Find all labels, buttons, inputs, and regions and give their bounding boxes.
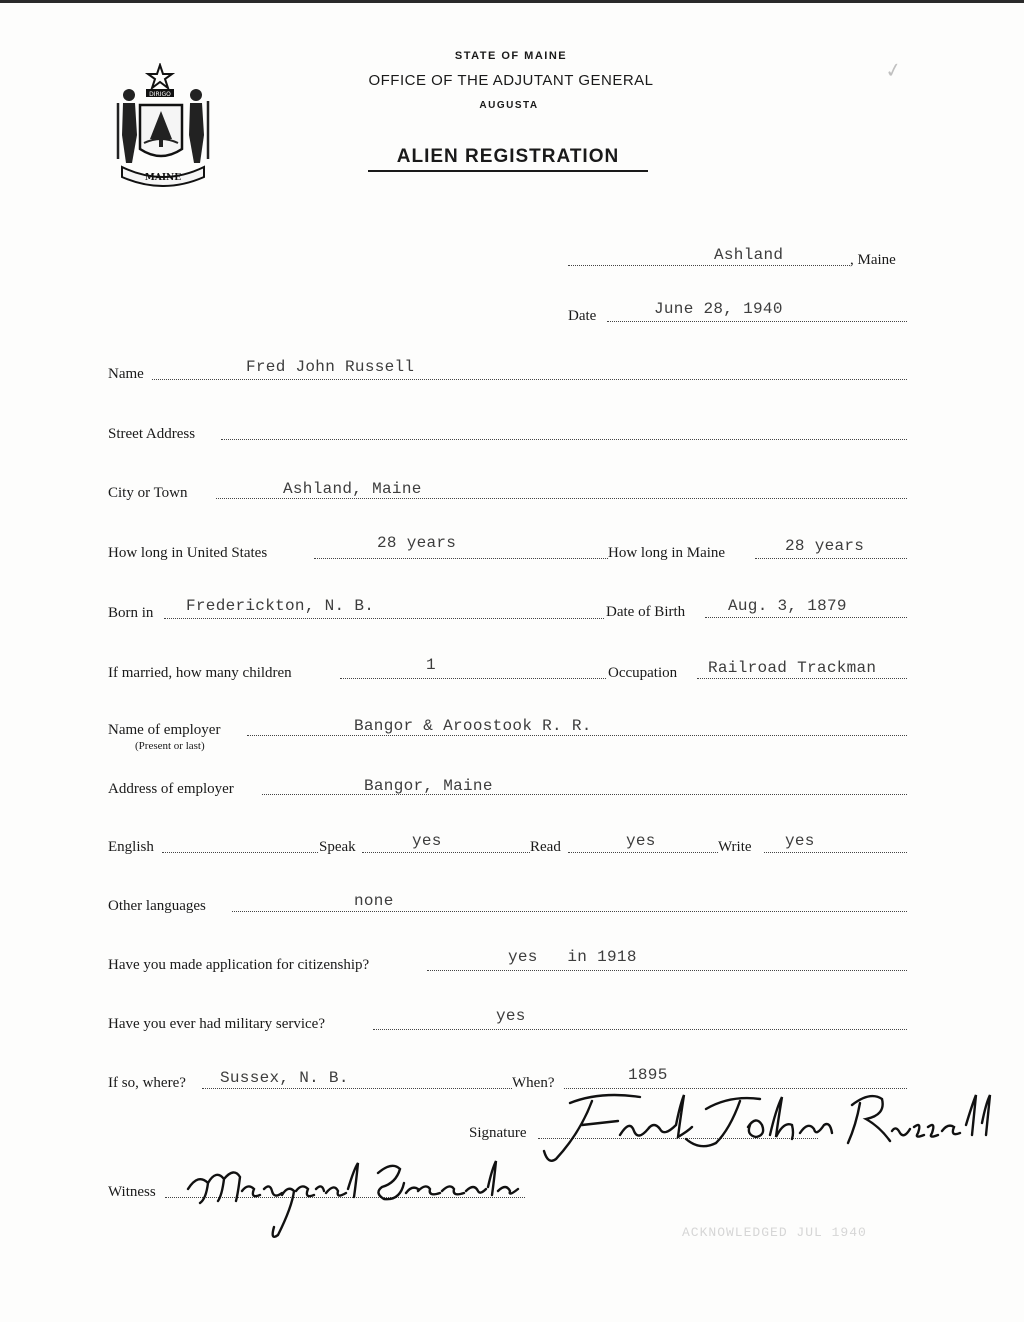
where-label: If so, where?: [108, 1075, 186, 1091]
children-value: 1: [426, 656, 436, 674]
other-languages-line: [232, 911, 907, 912]
citizenship-label: Have you made application for citizenship?: [108, 957, 370, 973]
military-line: [373, 1029, 907, 1030]
name-label: Name: [108, 366, 144, 382]
read-line: [568, 852, 718, 853]
born-line: [164, 618, 604, 619]
english-line: [162, 852, 318, 853]
write-line: [764, 852, 907, 853]
seal-motto: DIRIGO: [149, 91, 171, 98]
where-line: [202, 1088, 512, 1089]
english-label: English: [108, 839, 154, 855]
date-line: [607, 321, 907, 322]
when-label: When?: [512, 1075, 555, 1091]
maine-duration-label: How long in Maine: [608, 545, 726, 561]
maine-duration-line: [755, 558, 907, 559]
other-languages-label: Other languages: [108, 898, 206, 914]
write-label: Write: [718, 839, 752, 855]
occupation-value: Railroad Trackman: [708, 659, 877, 677]
date-label: Date: [568, 308, 597, 324]
employer-label: Name of employer: [108, 722, 221, 738]
us-duration-label: How long in United States: [108, 545, 268, 561]
employer-address-line: [262, 794, 907, 795]
citizenship-line: [427, 970, 907, 971]
speak-line: [362, 852, 530, 853]
received-stamp: ACKNOWLEDGED JUL 1940: [682, 1225, 867, 1240]
born-value: Frederickton, N. B.: [186, 597, 375, 615]
header-state: STATE OF MAINE: [454, 50, 568, 62]
dob-value: Aug. 3, 1879: [728, 597, 847, 615]
other-languages-value: none: [354, 892, 394, 910]
citizenship-value: yes in 1918: [508, 948, 637, 966]
dob-line: [705, 617, 907, 618]
occupation-label: Occupation: [608, 665, 678, 681]
write-value: yes: [785, 832, 815, 850]
employer-sublabel: (Present or last): [135, 740, 205, 752]
military-value: yes: [496, 1007, 526, 1025]
seal-banner-text: MAINE: [144, 173, 182, 183]
form-title: ALIEN REGISTRATION: [368, 146, 648, 172]
witness-signature: [178, 1143, 528, 1243]
employer-value: Bangor & Aroostook R. R.: [354, 717, 592, 735]
children-line: [340, 678, 606, 679]
name-value: Fred John Russell: [246, 358, 415, 376]
place-suffix: , Maine: [850, 252, 896, 268]
speak-label: Speak: [319, 839, 356, 855]
city-value: Ashland, Maine: [283, 480, 422, 498]
where-value: Sussex, N. B.: [220, 1069, 349, 1087]
dob-label: Date of Birth: [606, 604, 686, 620]
read-value: yes: [626, 832, 656, 850]
employer-address-value: Bangor, Maine: [364, 777, 493, 795]
street-label: Street Address: [108, 426, 196, 442]
header-office: OFFICE OF THE ADJUTANT GENERAL: [368, 72, 654, 89]
when-value: 1895: [628, 1066, 668, 1084]
employer-address-label: Address of employer: [108, 781, 234, 797]
maine-duration-value: 28 years: [785, 537, 865, 555]
name-line: [152, 379, 907, 380]
applicant-signature: [530, 1085, 1000, 1165]
children-label: If married, how many children: [108, 665, 292, 681]
employer-line: [247, 735, 907, 736]
occupation-line: [697, 678, 907, 679]
date-value: June 28, 1940: [654, 300, 783, 318]
speak-value: yes: [412, 832, 442, 850]
header-city: AUGUSTA: [479, 100, 539, 111]
place-line: [568, 265, 850, 266]
street-line: [221, 439, 907, 440]
read-label: Read: [530, 839, 561, 855]
born-label: Born in: [108, 605, 154, 621]
signature-label: Signature: [469, 1125, 527, 1141]
checkmark-icon: ✓: [883, 56, 904, 84]
us-duration-line: [314, 558, 608, 559]
witness-label: Witness: [108, 1184, 156, 1200]
military-label: Have you ever had military service?: [108, 1016, 325, 1032]
city-label: City or Town: [108, 485, 188, 501]
us-duration-value: 28 years: [377, 534, 457, 552]
place-value: Ashland: [714, 246, 784, 264]
city-line: [216, 498, 907, 499]
